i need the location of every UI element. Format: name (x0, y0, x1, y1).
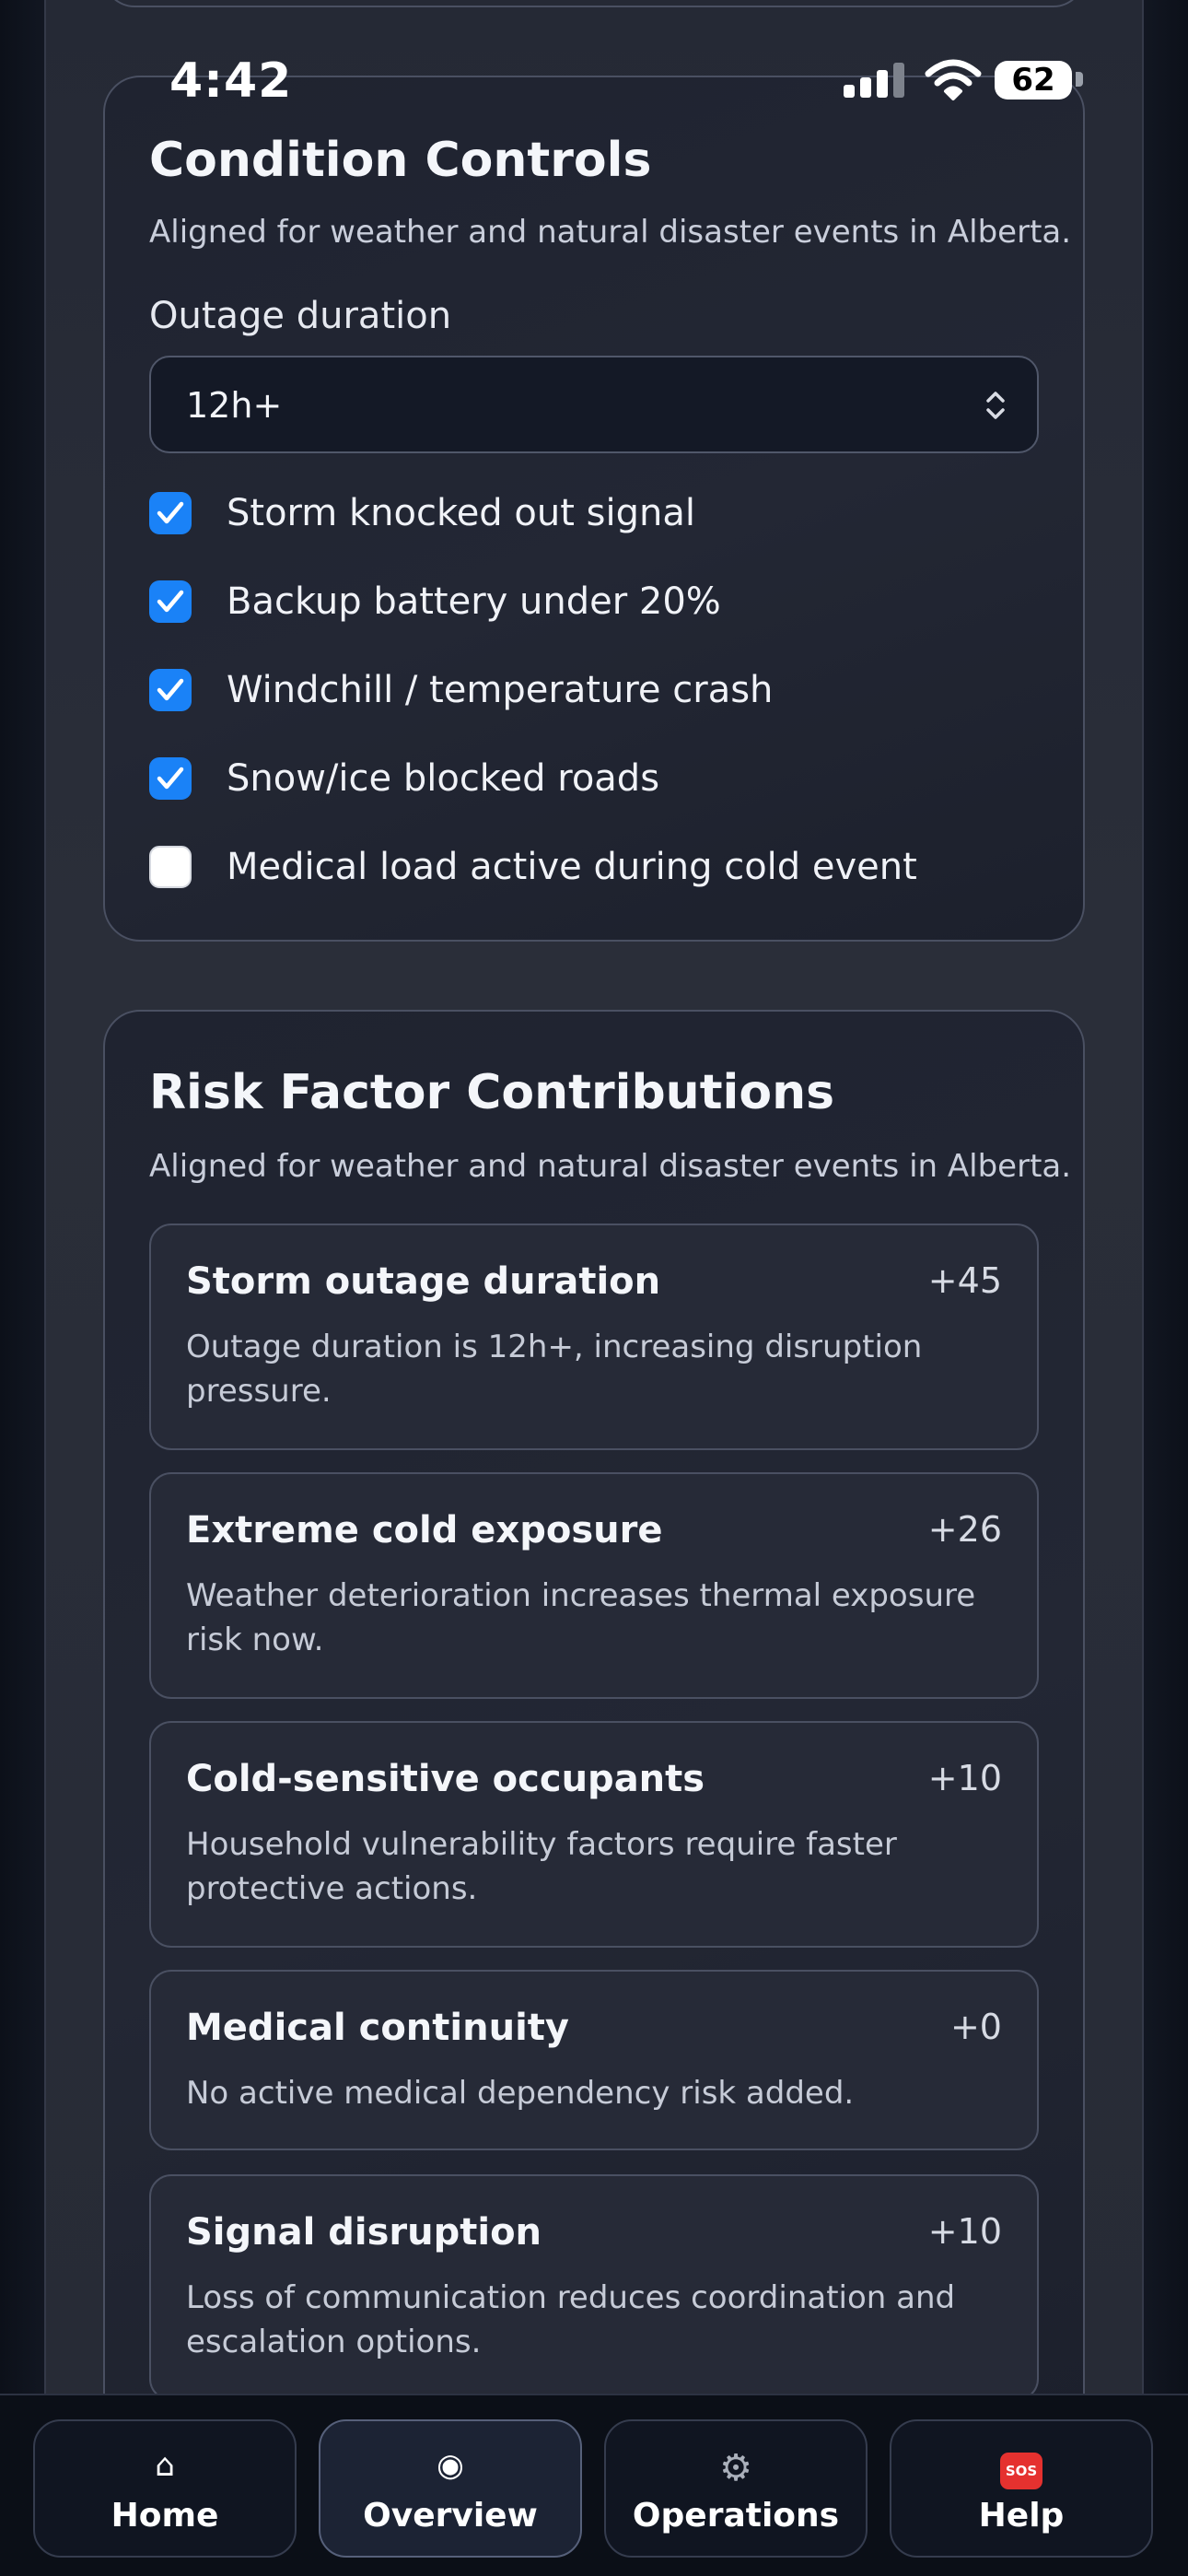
checkbox-row-windchill[interactable] (149, 665, 1033, 717)
wifi-icon (925, 59, 982, 101)
nav-help-button[interactable] (890, 2419, 1153, 2558)
risk-factor-item (149, 1721, 1039, 1948)
factor-score: +26 (927, 1509, 1002, 1550)
checkbox-label: Snow/ice blocked roads (227, 757, 660, 800)
checkbox-row-medical-load[interactable] (149, 842, 1033, 894)
nav-label: Home (111, 2497, 219, 2535)
checkbox-label: Windchill / temperature crash (227, 669, 774, 711)
factor-score: +0 (949, 2007, 1002, 2047)
status-icons (840, 59, 1089, 103)
sos-icon (891, 2447, 1151, 2488)
risk-factor-item (149, 1970, 1039, 2150)
checkbox-unchecked[interactable] (149, 846, 192, 888)
checkbox-checked[interactable] (149, 580, 192, 623)
factor-description: Household vulnerability factors require faster protective actions. (186, 1826, 897, 1907)
checkbox-row-snow-roads[interactable] (149, 754, 1033, 805)
outage-duration-select[interactable] (149, 356, 1039, 453)
factor-description: Loss of communication reduces coordination and escalation options. (186, 2279, 956, 2360)
factor-title: Extreme cold exposure (186, 1509, 663, 1551)
nav-label: Overview (363, 2497, 538, 2535)
nav-overview-button[interactable] (319, 2419, 582, 2558)
checkmark-icon (157, 500, 184, 526)
card-title: Risk Factor Contributions (149, 1065, 835, 1120)
outage-duration-value: 12h+ (186, 385, 283, 426)
home-icon: ⌂ (155, 2447, 175, 2484)
checkmark-icon (157, 766, 184, 791)
checkmark-icon (157, 589, 184, 615)
checkbox-label: Storm knocked out signal (227, 492, 695, 534)
checkbox-checked[interactable] (149, 757, 192, 800)
risk-factors-card (103, 1010, 1085, 2447)
checkbox-checked[interactable] (149, 669, 192, 711)
factor-title: Medical continuity (186, 2007, 569, 2049)
card-subtitle: Aligned for weather and natural disaster events in Alberta. (149, 1148, 1072, 1185)
card-subtitle: Aligned for weather and natural disaster events in Alberta. (149, 214, 1072, 251)
sos-badge: SOS (1000, 2453, 1042, 2489)
checkbox-row-storm-signal[interactable] (149, 488, 1033, 540)
nav-home-button[interactable] (33, 2419, 297, 2558)
checkbox-label: Backup battery under 20% (227, 580, 721, 623)
status-time: 4:42 (169, 53, 293, 109)
factor-score: +10 (927, 2211, 1002, 2252)
radio-dot-icon: ◉ (437, 2447, 464, 2484)
bottom-nav (0, 2394, 1188, 2576)
outage-duration-label: Outage duration (149, 295, 452, 337)
factor-title: Signal disruption (186, 2211, 542, 2254)
factor-description: Outage duration is 12h+, increasing disruption pressure. (186, 1329, 923, 1410)
previous-card-edge (103, 0, 1085, 7)
chevron-updown-icon (982, 383, 1009, 427)
factor-description: No active medical dependency risk added. (186, 2075, 855, 2112)
checkbox-checked[interactable] (149, 492, 192, 534)
nav-operations-button[interactable] (604, 2419, 868, 2558)
nav-label: Operations (632, 2497, 840, 2535)
checkbox-row-backup-battery[interactable] (149, 577, 1033, 628)
condition-controls-card (103, 76, 1085, 942)
factor-title: Storm outage duration (186, 1260, 661, 1303)
battery-indicator: 62 (995, 61, 1072, 100)
checkmark-icon (157, 677, 184, 703)
gear-icon: ⚙ (719, 2447, 752, 2489)
factor-score: +10 (927, 1758, 1002, 1798)
battery-tip (1076, 72, 1083, 87)
factor-score: +45 (927, 1260, 1002, 1301)
factor-description: Weather deterioration increases thermal exposure risk now. (186, 1577, 976, 1658)
risk-factor-item (149, 2174, 1039, 2401)
card-title: Condition Controls (149, 133, 652, 188)
risk-factor-item (149, 1224, 1039, 1450)
checkbox-label: Medical load active during cold event (227, 846, 917, 888)
factor-title: Cold-sensitive occupants (186, 1758, 705, 1800)
risk-factor-item (149, 1472, 1039, 1699)
nav-label: Help (978, 2497, 1065, 2535)
